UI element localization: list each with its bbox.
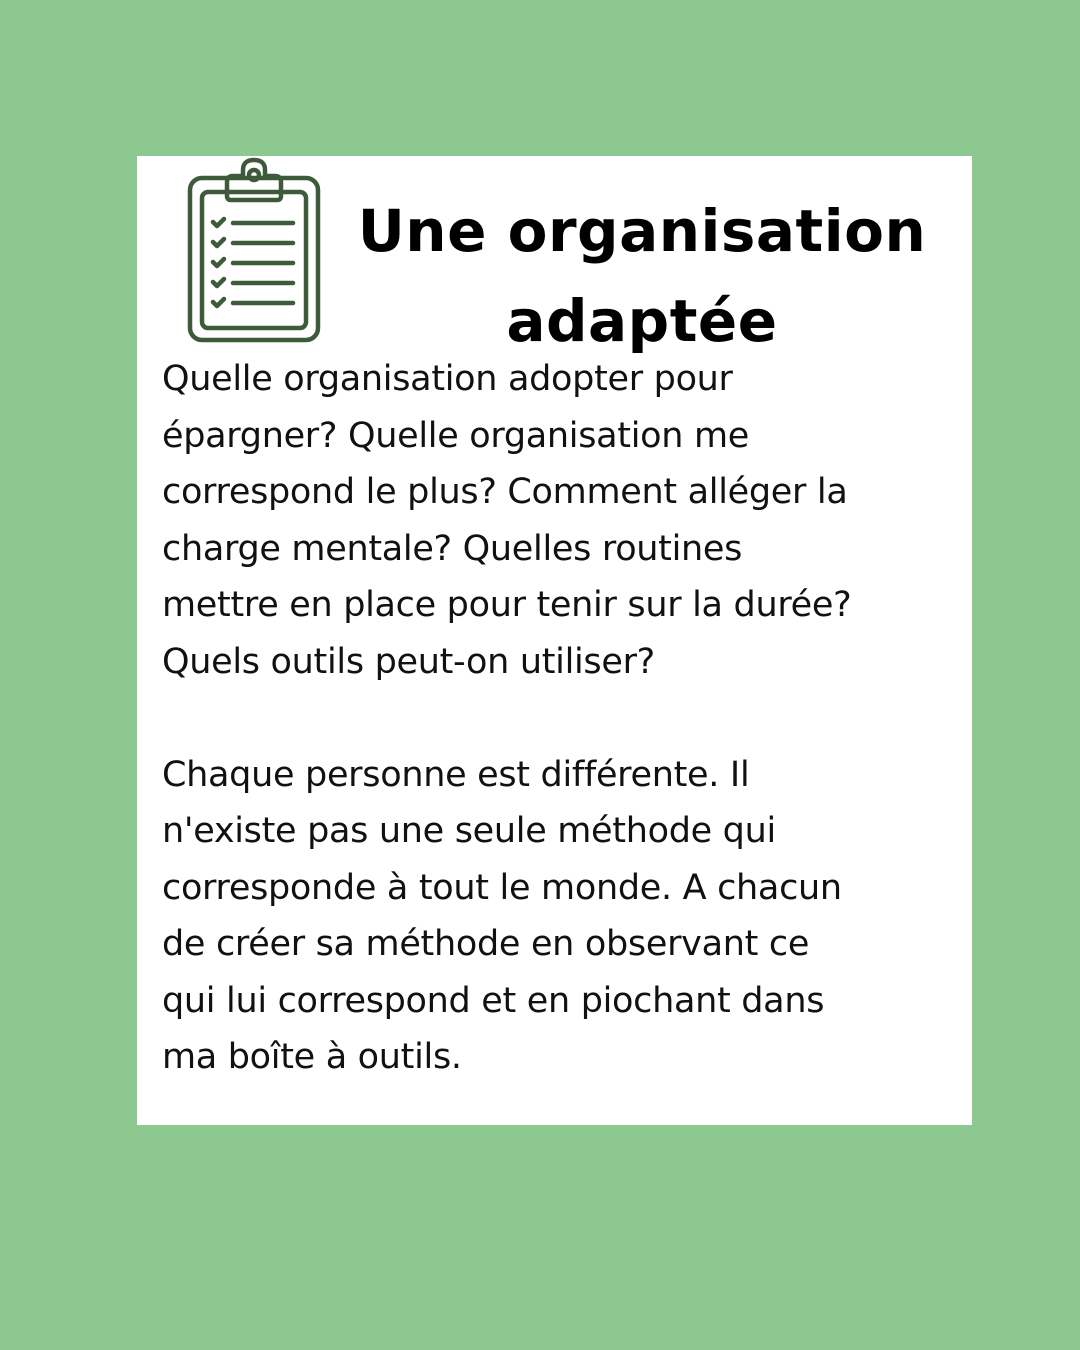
paragraph-gap (162, 690, 962, 747)
title-line-1: Une organisation (357, 197, 927, 265)
body-text (162, 351, 962, 1086)
text-line: ma boîte à outils. (162, 1037, 462, 1077)
title-line-2: adaptée (506, 287, 778, 355)
text-line: Quelle organisation adopter pour (162, 359, 733, 399)
text-line: épargner? Quelle organisation me (162, 415, 750, 456)
text-line: corresponde à tout le monde. A chacun (162, 867, 842, 908)
text-line: n'existe pas une seule méthode qui (162, 811, 776, 851)
text-line: correspond le plus? Comment alléger la (162, 472, 848, 512)
text-line: charge mentale? Quelles routines (162, 528, 743, 569)
text-line: qui lui correspond et en piochant dans (162, 980, 825, 1021)
content-card (137, 156, 972, 1125)
text-line: de créer sa méthode en observant ce (162, 924, 810, 964)
clipboard-checklist-icon (185, 156, 325, 346)
paragraph-questions (162, 351, 962, 690)
text-line: Chaque personne est différente. Il (162, 754, 750, 795)
text-line: Quels outils peut-on utiliser? (162, 641, 655, 682)
text-line: mettre en place pour tenir sur la durée? (162, 585, 852, 625)
page-title (337, 186, 947, 366)
paragraph-answer (162, 747, 962, 1086)
